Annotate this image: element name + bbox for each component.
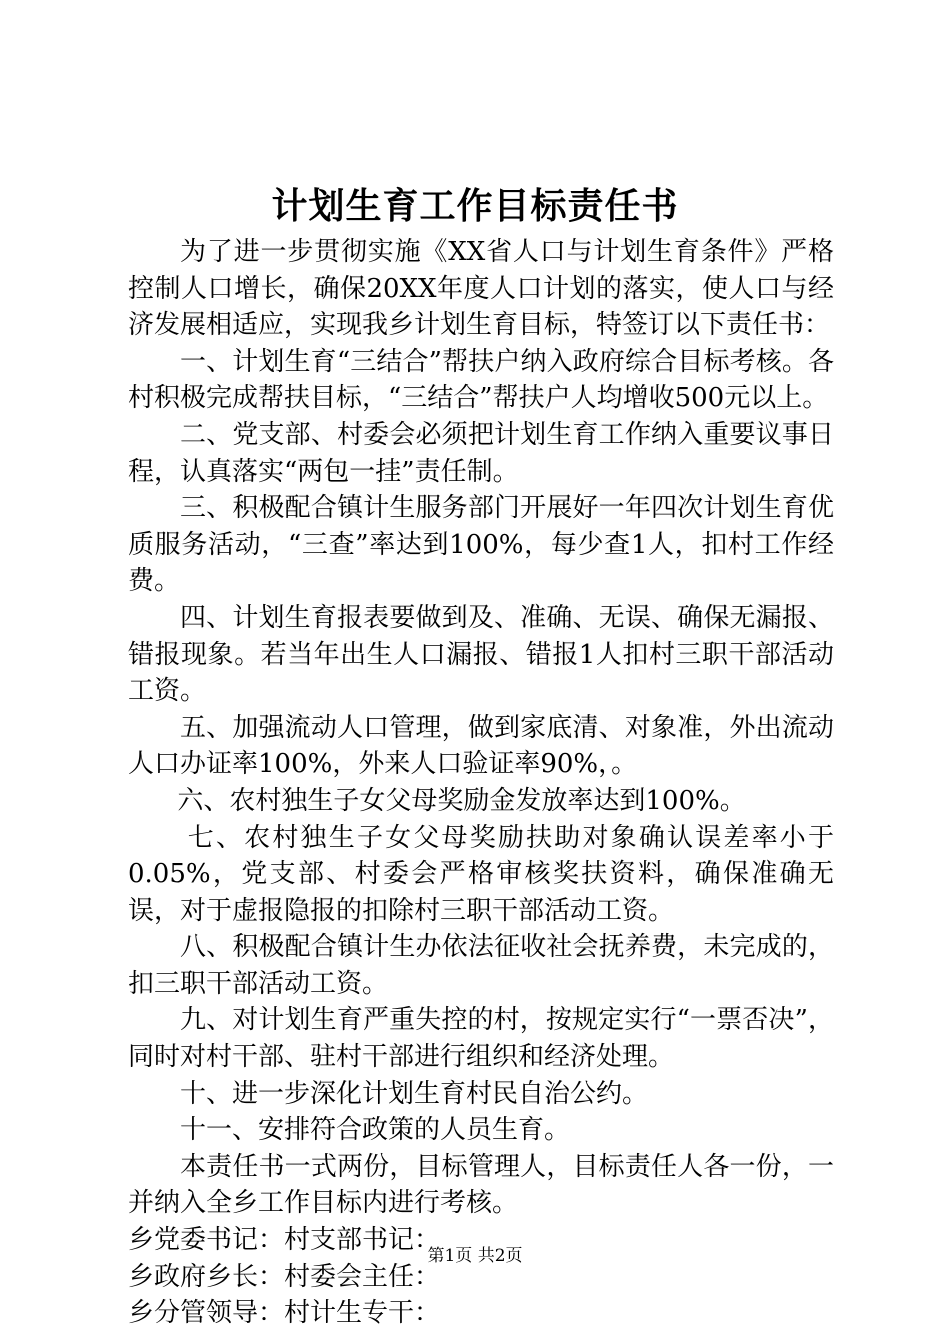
clause-9: 九、对计划生育严重失控的村，按规定实行“一票否决”，同时对村干部、驻村干部进行组织和经济处理。 bbox=[128, 1005, 834, 1073]
clause-10: 十、进一步深化计划生育村民自治公约。 bbox=[180, 1078, 649, 1109]
clause-7: 七、农村独生子女父母奖励扶助对象确认误差率小于0.05%，党支部、村委会严格审核奖扶资料，确保准确无误，对于虚报隐报的扣除村三职干部活动工资。 bbox=[128, 822, 834, 926]
intro-paragraph: 为了进一步贯彻实施《XX省人口与计划生育条件》严格控制人口增长，确保20XX年度人口计划的落实，使人口与经济发展相适应，实现我乡计划生育目标，特签订以下责任书： bbox=[128, 237, 834, 341]
clause-11: 十一、安排符合政策的人员生育。 bbox=[180, 1115, 571, 1146]
closing-paragraph: 本责任书一式两份，目标管理人，目标责任人各一份，一并纳入全乡工作目标内进行考核。 bbox=[128, 1151, 834, 1219]
clause-4: 四、计划生育报表要做到及、准确、无误、确保无漏报、错报现象。若当年出生人口漏报、错报1人扣村三职干部活动工资。 bbox=[128, 602, 834, 707]
clause-5: 五、加强流动人口管理，做到家底清、对象准，外出流动人口办证率100%，外来人口验证率90%，。 bbox=[128, 712, 834, 780]
clause-8: 八、积极配合镇计生办依法征收社会抚养费，未完成的，扣三职干部活动工资。 bbox=[128, 932, 834, 999]
clause-3: 三、积极配合镇计生服务部门开展好一年四次计划生育优质服务活动，“三查”率达到100%，每少查1人，扣村工作经费。 bbox=[128, 493, 834, 597]
page-footer: 第1页 共2页 bbox=[427, 1246, 523, 1266]
signature-line-3: 乡分管领导：村计生专干： bbox=[128, 1298, 441, 1329]
clause-1: 一、计划生育“三结合”帮扶户纳入政府综合目标考核。各村积极完成帮扶目标，“三结合”帮扶户人均增收500元以上。 bbox=[128, 346, 834, 414]
signature-line-2: 乡政府乡长：村委会主任： bbox=[128, 1261, 441, 1292]
signature-line-1: 乡党委书记：村支部书记： bbox=[128, 1225, 441, 1256]
document-title: 计划生育工作目标责任书 bbox=[271, 185, 679, 227]
clause-2: 二、党支部、村委会必须把计划生育工作纳入重要议事日程，认真落实“两包一挂”责任制。 bbox=[128, 419, 834, 487]
document-body bbox=[128, 234, 834, 1332]
clause-6: 六、农村独生子女父母奖励金发放率达到100%。 bbox=[177, 785, 746, 816]
